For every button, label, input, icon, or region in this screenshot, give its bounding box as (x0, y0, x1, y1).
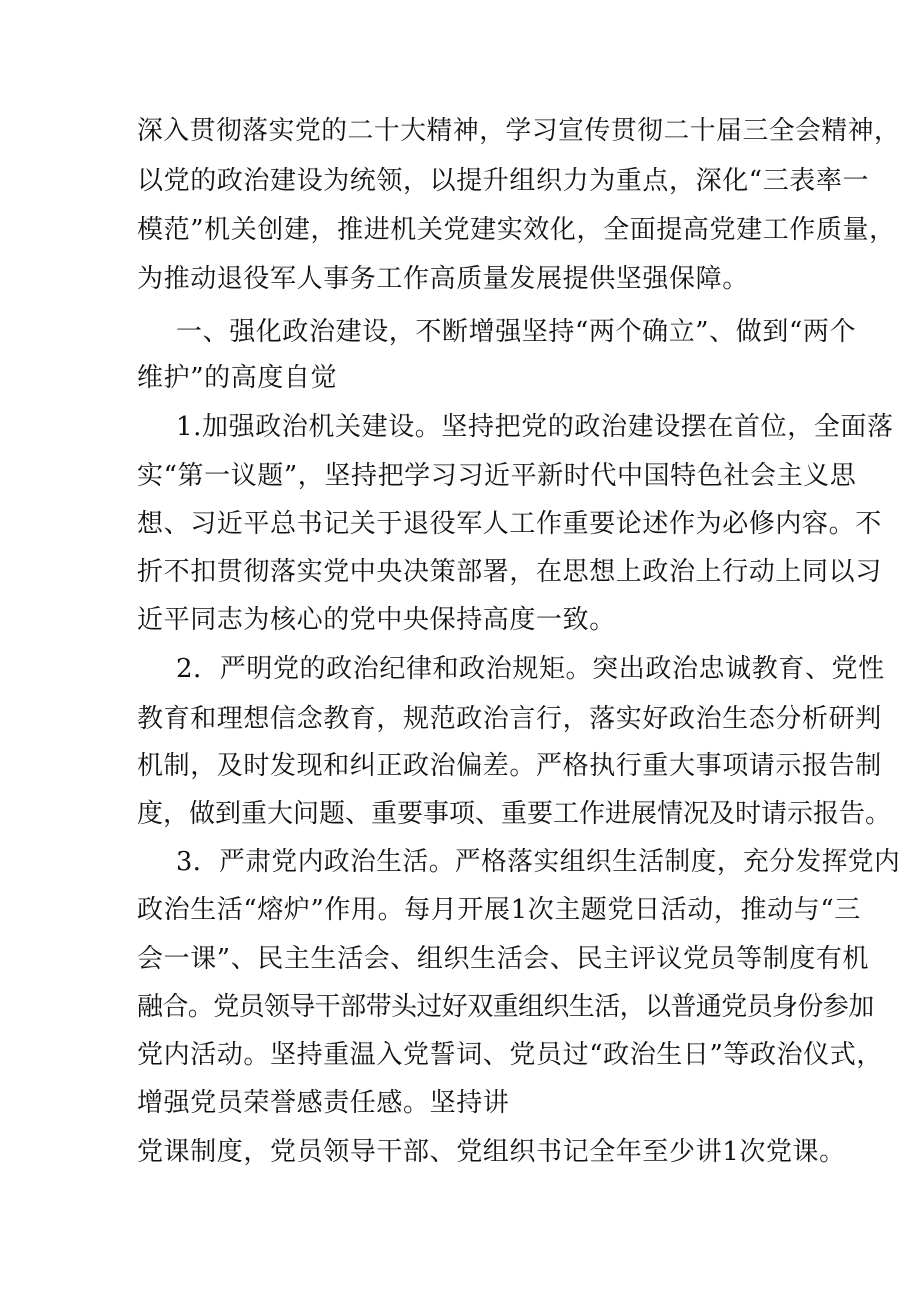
paragraph-line: 1.加强政治机关建设。坚持把党的政治建设摆在首位，全面落 (176, 412, 894, 442)
paragraph-line: 近平同志为核心的党中央保持高度一致。 (137, 605, 616, 635)
paragraph-line: 2．严明党的政治纪律和政治规矩。突出政治忠诚教育、党性 (176, 654, 885, 684)
paragraph-line: 度，做到重大问题、重要事项、重要工作进展情况及时请示报告。 (137, 799, 892, 829)
paragraph-line: 政治生活“熔炉”作用。每月开展1次主题党日活动，推动与“三 (137, 895, 861, 925)
section-heading-line: 维护”的高度自觉 (137, 363, 338, 393)
paragraph-line: 党内活动。坚持重温入党誓词、党员过“政治生日”等政治仪式， (137, 1040, 883, 1070)
paragraph-line: 融合。党员领导干部带头过好双重组织生活，以普通党员身份参加 (137, 992, 874, 1022)
paragraph-line: 会一课”、民主生活会、组织生活会、民主评议党员等制度有机 (137, 944, 870, 974)
paragraph-line: 以党的政治建设为统领，以提升组织力为重点，深化“三表率一 (137, 166, 870, 196)
paragraph-line: 为推动退役军人事务工作高质量发展提供坚强保障。 (137, 264, 749, 294)
paragraph-line: 深入贯彻落实党的二十大精神，学习宣传贯彻二十届三全会精神， (137, 116, 901, 146)
paragraph-line: 党课制度，党员领导干部、党组织书记全年至少讲1次党课。 (137, 1137, 846, 1167)
paragraph-line: 实“第一议题”，坚持把学习习近平新时代中国特色社会主义思 (137, 461, 857, 491)
paragraph-line: 3．严肃党内政治生活。严格落实组织生活制度，充分发挥党内 (176, 847, 901, 877)
paragraph-line: 模范”机关创建，推进机关党建实效化，全面提高党建工作质量， (137, 215, 896, 245)
paragraph-line: 想、习近平总书记关于退役军人工作重要论述作为必修内容。不 (137, 509, 882, 539)
paragraph-line: 机制，及时发现和纠正政治偏差。严格执行重大事项请示报告制 (137, 751, 882, 781)
paragraph-line: 折不扣贯彻落实党中央决策部署，在思想上政治上行动上同以习 (137, 557, 882, 587)
section-heading-line: 一、强化政治建设，不断增强坚持“两个确立”、做到“两个 (176, 317, 857, 347)
paragraph-line: 教育和理想信念教育，规范政治言行，落实好政治生态分析研判 (137, 704, 882, 734)
paragraph-line: 增强党员荣誉感责任感。坚持讲 (137, 1088, 510, 1118)
